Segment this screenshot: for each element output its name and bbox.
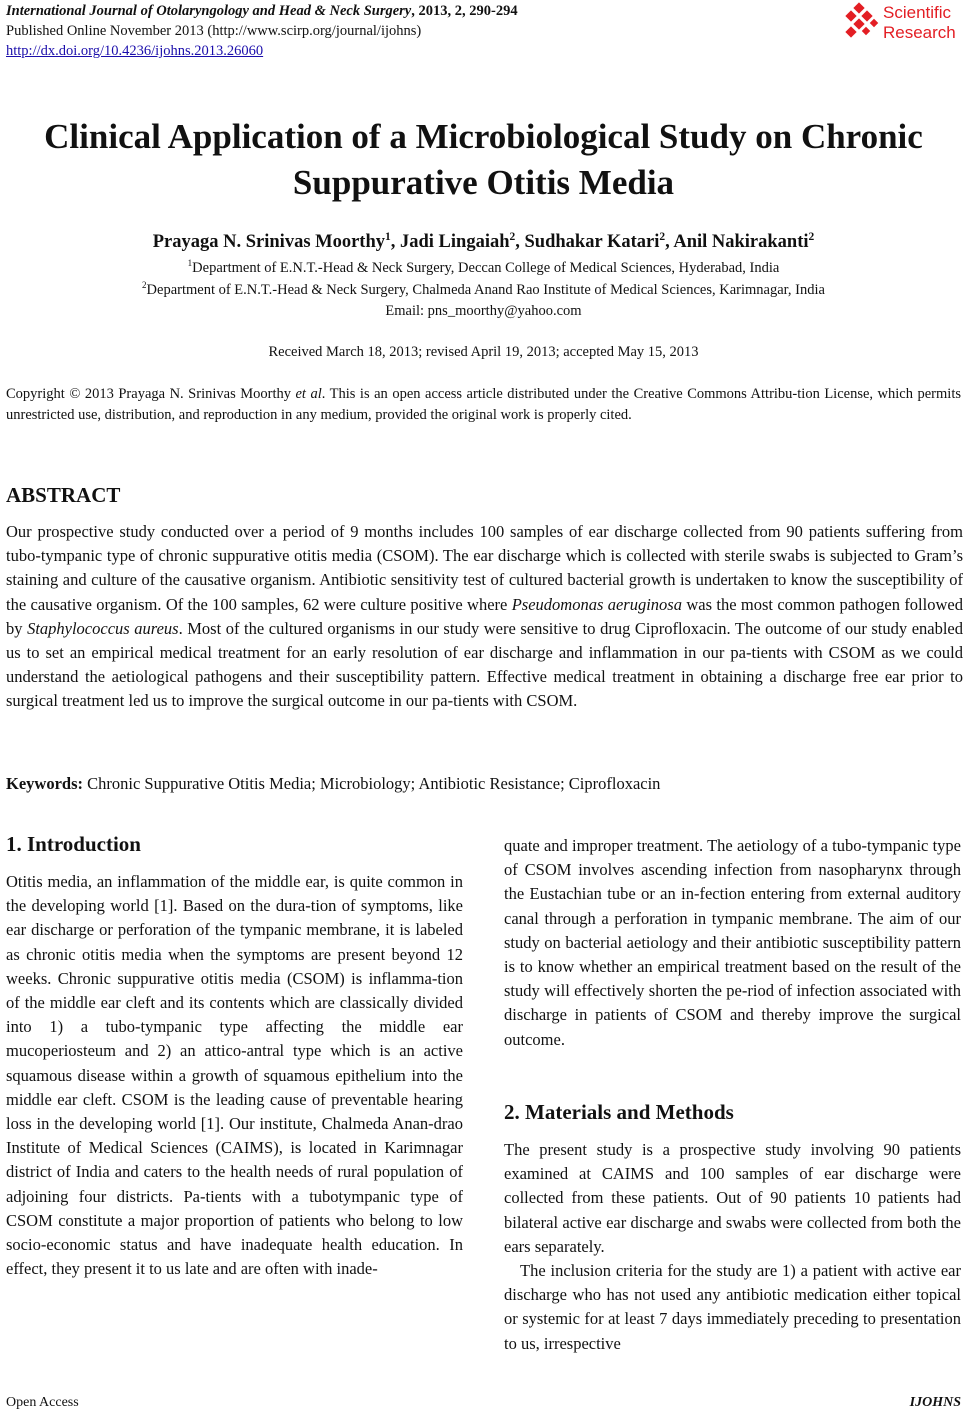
copyright-etal: et al	[295, 386, 322, 402]
affiliation-1	[0, 260, 967, 277]
footer-open-access: Open Access	[6, 1395, 79, 1410]
abstract-text: . Most of the cultured organisms in our study were sensitive to drug Ciprofloxacin. The outcome of our study enabled us to set an empirical medical treatment for an early resolution of ear discharge and inflammation in our pa-tients with CSOM as we could understand the aetiological pathogens and their susceptibility pattern. Effective medical treatment in obtaining a discharge free ear prior to surgical treatment led us to improve the surgical outcome in our pa-tients with CSOM.	[6, 618, 963, 711]
author-affil-sup: 1	[385, 230, 391, 243]
abstract-organism: Staphylococcus aureus	[27, 618, 179, 638]
affiliation-text: Department of E.N.T.-Head & Neck Surgery, Deccan College of Medical Sciences, Hyderabad, India	[192, 260, 780, 276]
copyright-text: . This is an open access article distributed under the Creative Commons Attribu-tion License, which permits unrestricted use, distribution, and reproduction in any medium, provided the original work is properly cited.	[6, 386, 961, 423]
author-name: Jadi Lingaiah	[400, 232, 510, 252]
introduction-continuation: quate and improper treatment. The aetiology of a tubo-tympanic type of CSOM involves ascending infection from nasopharynx through the Eustachian tube or an in-fection entering from external auditory canal through a perforation in tympanic membrane. The aim of our study on bacterial aetiology and their antibiotic susceptibility pattern is to know whether an empirical treatment based on the result of the study will effectively shorten the pe-riod of infection associated with discharge in patients of CSOM and thereby improve the surgical outcome.	[504, 836, 961, 1049]
doi-link[interactable]: http://dx.doi.org/10.4236/ijohns.2013.26060	[6, 43, 264, 59]
section-heading-methods: 2. Materials and Methods	[504, 1100, 734, 1124]
journal-name: International Journal of Otolaryngology and Head & Neck Surgery	[6, 3, 412, 19]
author-affil-sup: 2	[659, 230, 666, 243]
methods-paragraph-2: The inclusion criteria for the study are 1) a patient with active ear discharge who has not used any antibiotic medication either topical or systemic for at least 7 days immediately preceding to presentation to us, irrespective	[504, 1261, 961, 1353]
author-separator: ,	[390, 232, 400, 252]
affiliation-sup: 2	[142, 280, 147, 291]
logo-text-scientific: Scientific	[883, 3, 952, 22]
publisher-logo	[841, 2, 963, 44]
journal-header-line	[6, 2, 518, 21]
journal-volume: , 2013, 2, 290-294	[411, 3, 518, 19]
affiliation-2	[0, 282, 967, 299]
title-line-1: Clinical Application of a Microbiological Study on Chronic	[44, 117, 923, 156]
author-separator: ,	[515, 232, 525, 252]
author-affil-sup: 2	[509, 230, 516, 243]
author-separator: ,	[665, 232, 674, 252]
author-name: Sudhakar Katari	[524, 232, 660, 252]
author-name: Prayaga N. Srinivas Moorthy	[152, 232, 386, 252]
keywords-line	[6, 774, 963, 794]
author-email: Email: pns_moorthy@yahoo.com	[385, 303, 582, 319]
abstract-body	[6, 520, 963, 714]
introduction-text: Otitis media, an inflammation of the middle ear, is quite common in the developing world [1]. Based on the dura-tion of symptoms, like ear discharge or perforation of the tympanic membrane, it is labeled as chronic otitis media when the symptoms are present beyond 12 weeks. Chronic suppurative otitis media (CSOM) is inflamma-tion of the middle ear cleft and its contents which are classically divided into 1) a tubo-tympanic type affecting the middle ear mucoperiosteum and 2) an attico-antral type which is an active squamous disease within a growth of squamous epithelium into the middle ear cleft. CSOM is the leading cause of preventable hearing loss in the developing world [1]. Our institute, Chalmeda Anan-drao Institute of Medical Sciences (CAIMS), is located in Karimnagar district of India and caters to the health needs of rural population of adjoining four districts. Pa-tients with a tubotympanic type of CSOM constitute a major proportion of patients who belong to low socio-economic status and have inadequate health education. In effect, they present it to us late and are often with inade-	[6, 872, 463, 1279]
keywords-text: Chronic Suppurative Otitis Media; Microbiology; Antibiotic Resistance; Ciprofloxacin	[83, 774, 661, 793]
abstract-organism: Pseudomonas aeruginosa	[511, 594, 682, 614]
received-dates: Received March 18, 2013; revised April 19, 2013; accepted May 15, 2013	[268, 344, 699, 360]
logo-text-research: Research	[883, 23, 956, 42]
section-heading-introduction: 1. Introduction	[6, 832, 141, 856]
footer-journal-abbrev: IJOHNS	[909, 1395, 961, 1410]
keywords-label: Keywords:	[6, 774, 83, 793]
methods-paragraph-1: The present study is a prospective study involving 90 patients examined at CAIMS and 100 samples of ear discharge were collected from these patients. Out of 90 patients 10 patients had bilateral active ear discharge and swabs were collected from both the ears separately.	[504, 1140, 961, 1256]
title-line-2: Suppurative Otitis Media	[292, 163, 675, 202]
author-name: Anil Nakirakanti	[673, 232, 809, 252]
abstract-heading: ABSTRACT	[6, 483, 121, 507]
author-affil-sup: 2	[808, 230, 815, 243]
copyright-text: Copyright © 2013 Prayaga N. Srinivas Moorthy	[6, 386, 296, 402]
paper-title	[0, 114, 967, 206]
abstract-text: Our prospective study conducted over a period of 9 months includes 100 samples of ear discharge collected from 90 patients suffering from tubo-tympanic type of chronic suppurative otitis media (CSOM). The ear discharge which is collected with sterile swabs is subjected to Gram’s staining and culture of the causative organism. Antibiotic sensitivity test of cultured bacterial growth is undertaken to know the susceptibility of the causative organism. Of the 100 samples, 62 were culture positive where	[6, 522, 963, 614]
published-line: Published Online November 2013 (http://www.scirp.org/journal/ijohns)	[6, 23, 422, 39]
scirp-logo-icon	[841, 2, 881, 42]
affiliation-text: Department of E.N.T.-Head & Neck Surgery, Chalmeda Anand Rao Institute of Medical Sciences, Karimnagar, India	[146, 282, 825, 298]
author-list	[0, 232, 967, 253]
abstract-text: was the most common pathogen followed by	[6, 594, 963, 638]
copyright-notice	[6, 384, 961, 426]
affiliation-sup: 1	[187, 258, 193, 269]
